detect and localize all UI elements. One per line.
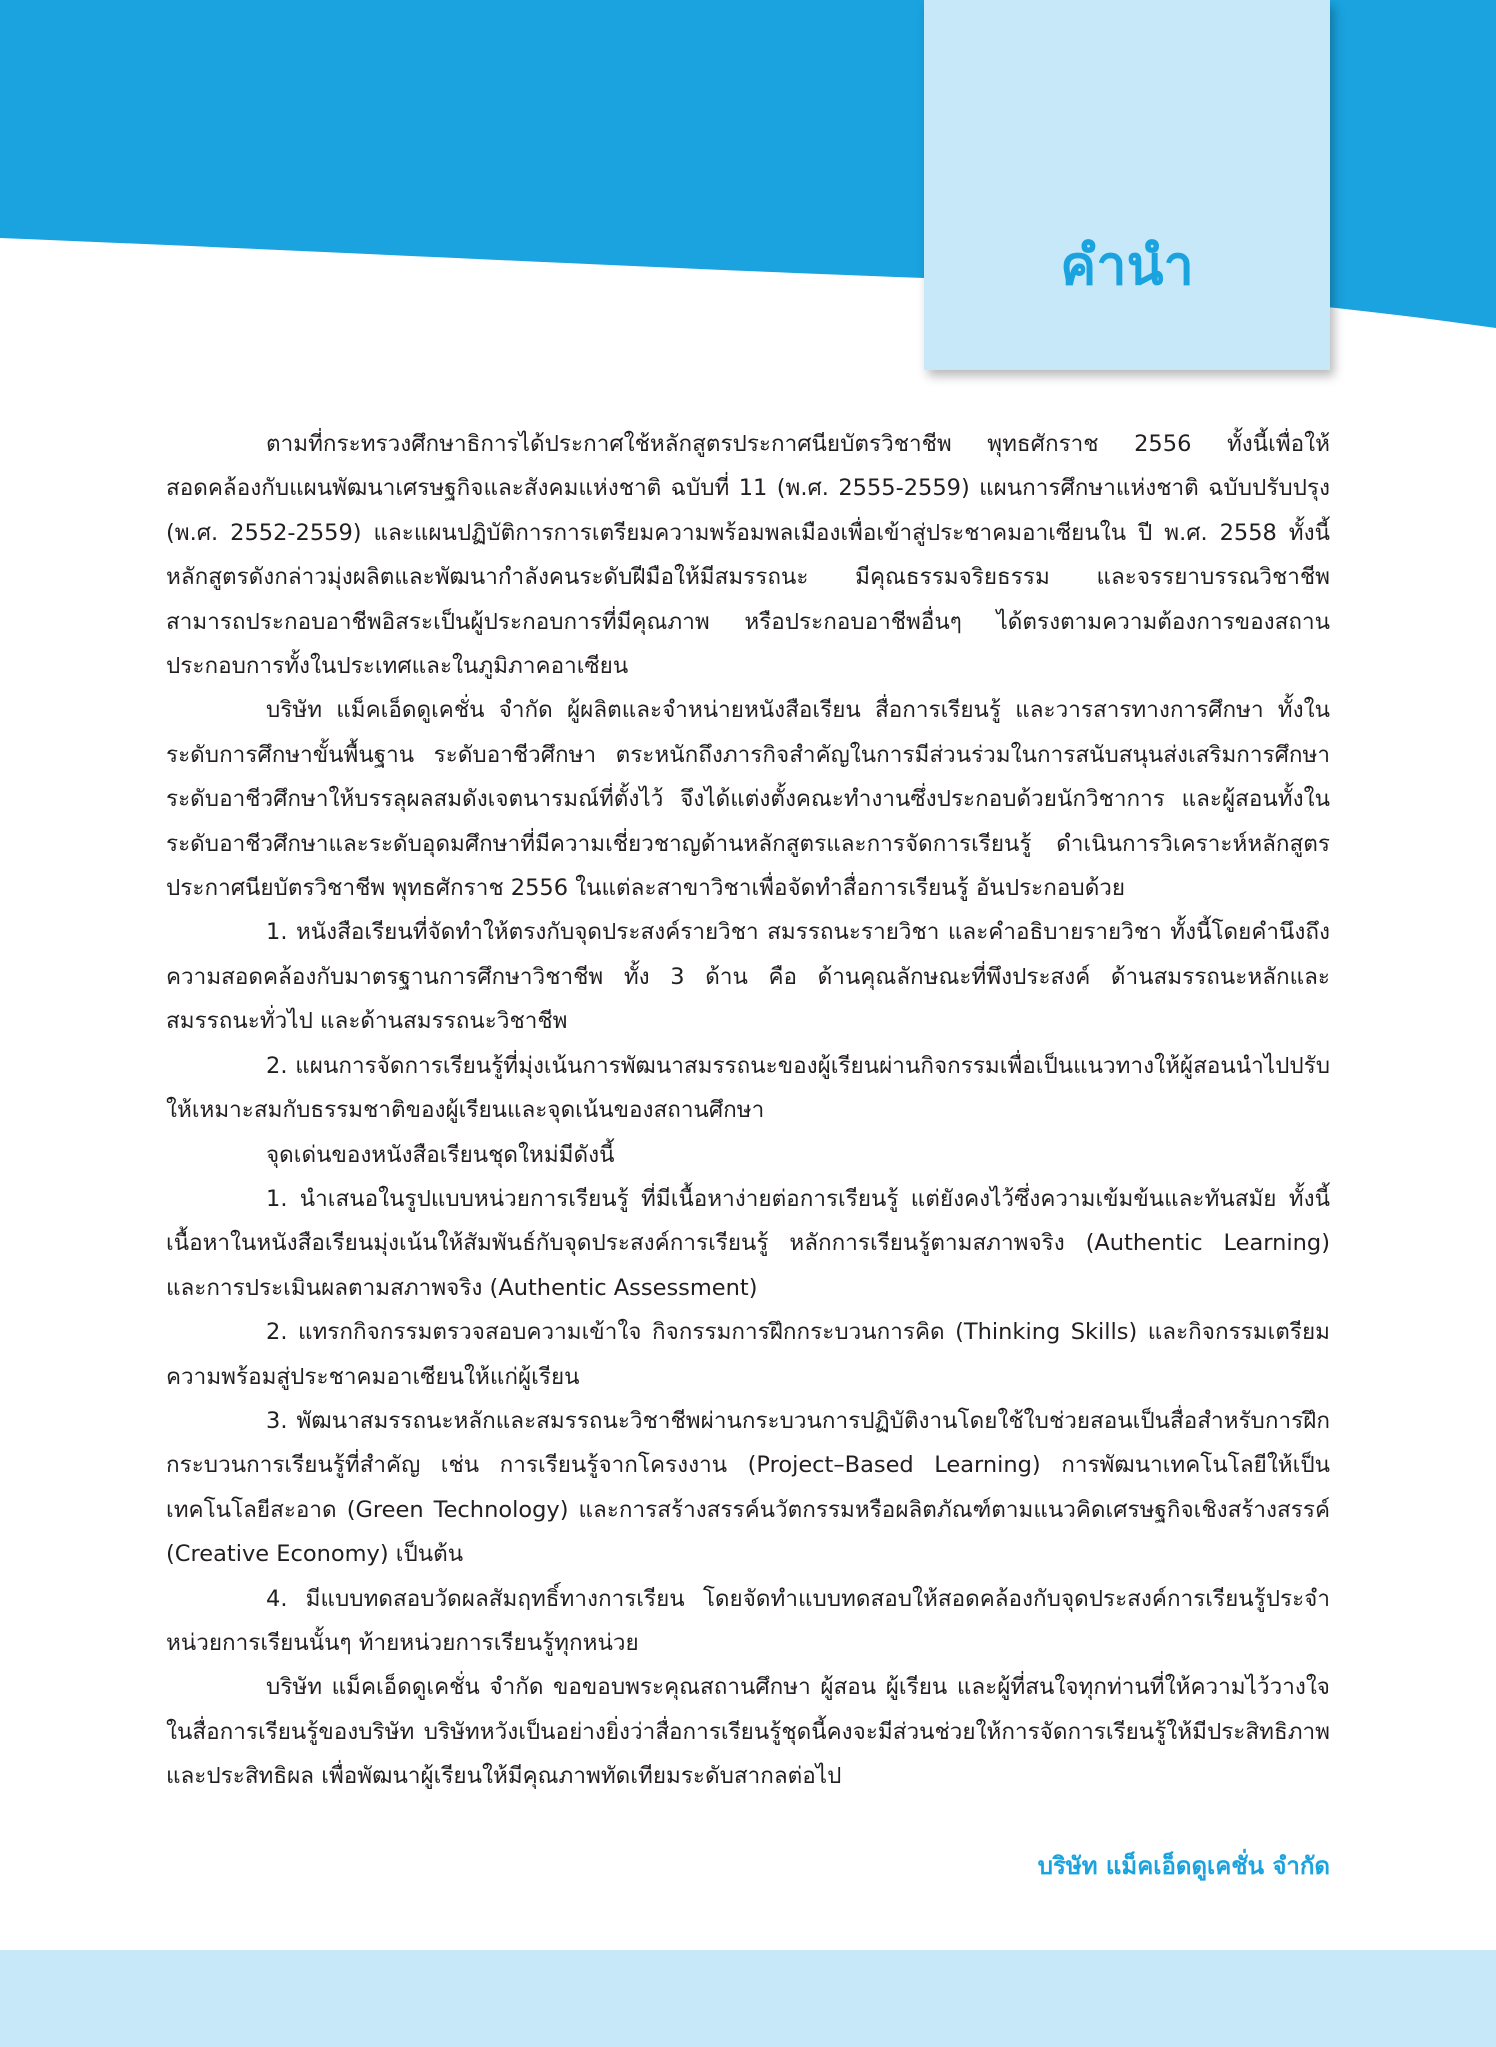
paragraph: 2. แผนการจัดการเรียนรู้ที่มุ่งเน้นการพัฒนาสมรรถนะของผู้เรียนผ่านกิจกรรมเพื่อเป็นแนวทางให้ผู้สอนนำไปปรับให้เหมาะสมกับธรรมชาติของผู้เรียนและจุดเน้นของสถานศึกษา	[166, 1052, 1330, 1124]
paragraph: 4. มีแบบทดสอบวัดผลสัมฤทธิ์ทางการเรียน โดยจัดทำแบบทดสอบให้สอดคล้องกับจุดประสงค์การเรียนรู้ประจำหน่วยการเรียนนั้นๆ ท้ายหน่วยการเรียนรู้ทุกหน่วย	[166, 1585, 1330, 1656]
paragraph: จุดเด่นของหนังสือเรียนชุดใหม่มีดังนี้	[266, 1141, 615, 1168]
title-box	[924, 0, 1330, 370]
paragraph: 2. แทรกกิจกรรมตรวจสอบความเข้าใจ กิจกรรมการฝึกกระบวนการคิด (Thinking Skills) และกิจกรรมเตรียมความพร้อมสู่ประชาคมอาเซียนให้แก่ผู้เรียน	[166, 1319, 1330, 1390]
paragraph: 1. นำเสนอในรูปแบบหน่วยการเรียนรู้ ที่มีเนื้อหาง่ายต่อการเรียนรู้ แต่ยังคงไว้ซึ่งความเข้มข้นและทันสมัย ทั้งนี้เนื้อหาในหนังสือเรียนมุ่งเน้นให้สัมพันธ์กับจุดประสงค์การเรียนรู้ หลักการเรียนรู้ตามสภาพจริง (Authentic Learning) และการประเมินผลตามสภาพจริง (Authentic Assessment)	[166, 1185, 1330, 1301]
paragraph: บริษัท แม็คเอ็ดดูเคชั่น จำกัด ผู้ผลิตและจำหน่ายหนังสือเรียน สื่อการเรียนรู้ และวารสารทางการศึกษา ทั้งในระดับการศึกษาขั้นพื้นฐาน ระดับอาชีวศึกษา ตระหนักถึงภารกิจสำคัญในการมีส่วนร่วมในการสนับสนุนส่งเสริมการศึกษาระดับอาชีวศึกษาให้บรรลุผลสมดังเจตนารมณ์ที่ตั้งไว้ จึงได้แต่งตั้งคณะทำงานซึ่งประกอบด้วยนักวิชาการ และผู้สอนทั้งในระดับอาชีวศึกษาและระดับอุดมศึกษาที่มีความเชี่ยวชาญด้านหลักสูตรและการจัดการเรียนรู้ ดำเนินการวิเคราะห์หลักสูตรประกาศนียบัตรวิชาชีพ พุทธศักราช 2556 ในแต่ละสาขาวิชาเพื่อจัดทำสื่อการเรียนรู้ อันประกอบด้วย	[166, 697, 1330, 902]
page-title: คำนำ	[1060, 234, 1194, 297]
signature: บริษัท แม็คเอ็ดดูเคชั่น จำกัด	[1037, 1852, 1330, 1880]
paragraph: บริษัท แม็คเอ็ดดูเคชั่น จำกัด ขอขอบพระคุณสถานศึกษา ผู้สอน ผู้เรียน และผู้ที่สนใจทุกท่านที่ให้ความไว้วางใจในสื่อการเรียนรู้ของบริษัท บริษัทหวังเป็นอย่างยิ่งว่าสื่อการเรียนรู้ชุดนี้คงจะมีส่วนช่วยให้การจัดการเรียนรู้ให้มีประสิทธิภาพและประสิทธิผล เพื่อพัฒนาผู้เรียนให้มีคุณภาพทัดเทียมระดับสากลต่อไป	[166, 1674, 1330, 1790]
footer-band	[0, 1950, 1496, 2047]
paragraph: 3. พัฒนาสมรรถนะหลักและสมรรถนะวิชาชีพผ่านกระบวนการปฏิบัติงานโดยใช้ใบช่วยสอนเป็นสื่อสำหรับการฝึกกระบวนการเรียนรู้ที่สำคัญ เช่น การเรียนรู้จากโครงงาน (Project–Based Learning) การพัฒนาเทคโนโลยีให้เป็นเทคโนโลยีสะอาด (Green Technology) และการสร้างสรรค์นวัตกรรมหรือผลิตภัณฑ์ตามแนวคิดเศรษฐกิจเชิงสร้างสรรค์ (Creative Economy) เป็นต้น	[166, 1407, 1330, 1568]
paragraph: ตามที่กระทรวงศึกษาธิการได้ประกาศใช้หลักสูตรประกาศนียบัตรวิชาชีพ พุทธศักราช 2556 ทั้งนี้เพื่อให้สอดคล้องกับแผนพัฒนาเศรษฐกิจและสังคมแห่งชาติ ฉบับที่ 11 (พ.ศ. 2555-2559) แผนการศึกษาแห่งชาติ ฉบับปรับปรุง (พ.ศ. 2552-2559) และแผนปฏิบัติการการเตรียมความพร้อมพลเมืองเพื่อเข้าสู่ประชาคมอาเซียนใน ปี พ.ศ. 2558 ทั้งนี้หลักสูตรดังกล่าวมุ่งผลิตและพัฒนากำลังคนระดับฝีมือให้มีสมรรถนะ มีคุณธรรมจริยธรรม และจรรยาบรรณวิชาชีพ สามารถประกอบอาชีพอิสระเป็นผู้ประกอบการที่มีคุณภาพ หรือประกอบอาชีพอื่นๆ ได้ตรงตามความต้องการของสถานประกอบการทั้งในประเทศและในภูมิภาคอาเซียน	[166, 431, 1330, 680]
body-text	[166, 422, 1330, 1799]
paragraph: 1. หนังสือเรียนที่จัดทำให้ตรงกับจุดประสงค์รายวิชา สมรรถนะรายวิชา และคำอธิบายรายวิชา ทั้งนี้โดยคำนึงถึงความสอดคล้องกับมาตรฐานการศึกษาวิชาชีพ ทั้ง 3 ด้าน คือ ด้านคุณลักษณะที่พึงประสงค์ ด้านสมรรถนะหลักและสมรรถนะทั่วไป และด้านสมรรถนะวิชาชีพ	[166, 919, 1330, 1035]
